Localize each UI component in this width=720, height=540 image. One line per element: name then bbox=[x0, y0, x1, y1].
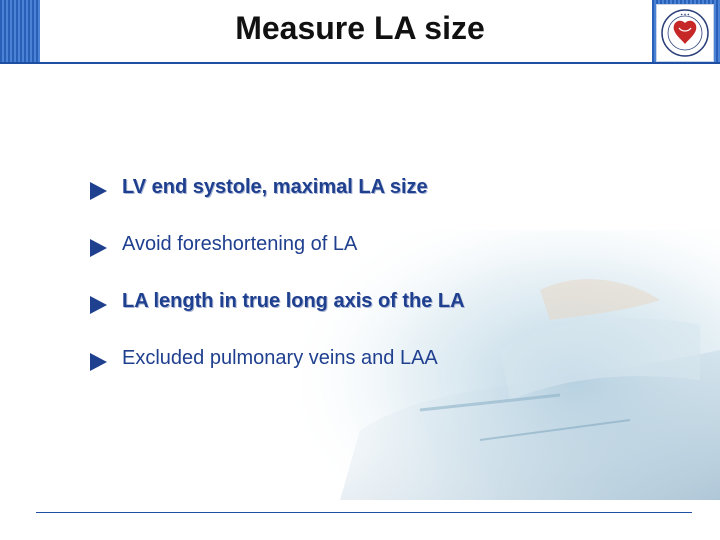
footer-divider bbox=[36, 512, 692, 513]
bullet-arrow-icon bbox=[90, 182, 107, 200]
bullet-text: LA length in true long axis of the LA bbox=[122, 290, 465, 312]
bullet-item bbox=[90, 233, 690, 290]
slide-header bbox=[0, 0, 720, 64]
bullet-arrow-icon bbox=[90, 353, 107, 371]
bullet-item bbox=[90, 290, 690, 347]
bullet-item bbox=[90, 176, 690, 233]
bullet-arrow-icon bbox=[90, 296, 107, 314]
header-divider bbox=[0, 62, 720, 64]
slide-title: Measure LA size bbox=[235, 10, 485, 46]
bullet-text: LV end systole, maximal LA size bbox=[122, 176, 428, 198]
bullet-text: Excluded pulmonary veins and LAA bbox=[122, 347, 438, 369]
bullet-text: Avoid foreshortening of LA bbox=[122, 233, 358, 255]
bullet-item bbox=[90, 347, 690, 404]
bullet-arrow-icon bbox=[90, 239, 107, 257]
society-seal-logo bbox=[660, 8, 710, 58]
svg-text:✦✦✦: ✦✦✦ bbox=[679, 12, 691, 17]
bullet-list bbox=[90, 176, 690, 404]
logo-frame bbox=[656, 4, 714, 62]
header-stripe-left bbox=[0, 0, 40, 62]
